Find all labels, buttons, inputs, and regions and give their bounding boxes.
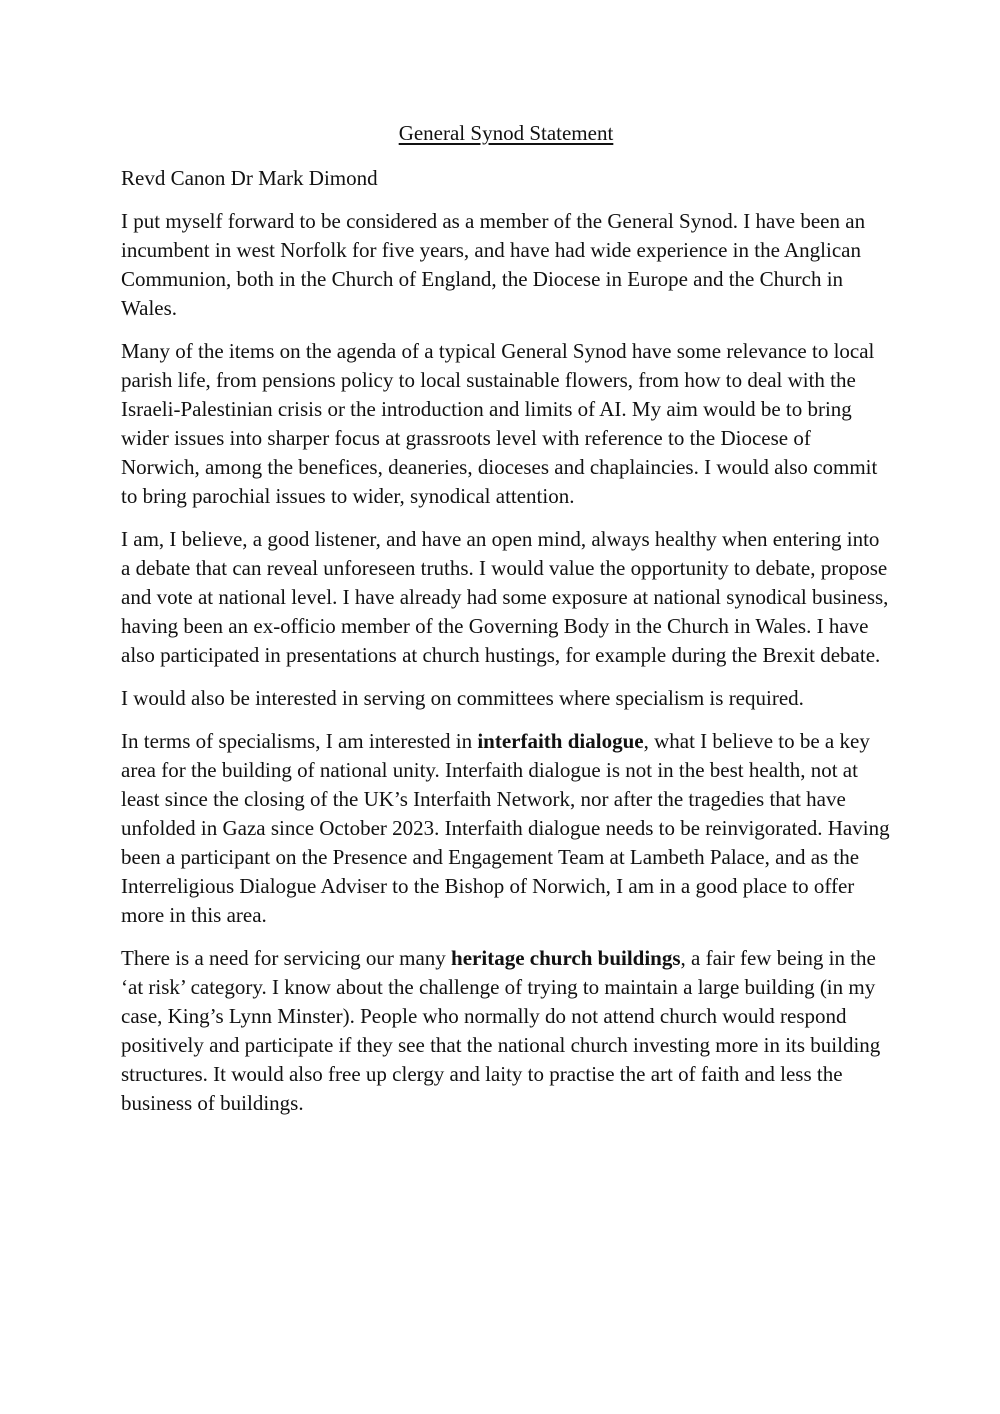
author-name: Revd Canon Dr Mark Dimond: [121, 166, 378, 190]
paragraph-heritage-lead: There is a need for servicing our many: [121, 946, 452, 970]
document-page: [121, 119, 891, 1132]
paragraph-interfaith-rest: , what I believe to be a key area for the building of national unity. Interfaith dialogue is not in the best health, not at least since the closing of the UK’s Interfaith Network, nor after the tragedies that have unfolded in Gaza since October 2023. Interfaith dialogue needs to be reinvigorated. Having been a participant on the Presence and Engagement Team at Lambeth Palace, and as the Interreligious Dialogue Adviser to the Bishop of Norwich, I am in a good place to offer more in this area.: [121, 729, 890, 927]
paragraph-committees: I would also be interested in serving on committees where specialism is required.: [121, 686, 804, 710]
paragraph-heritage: [121, 944, 891, 1118]
heritage-buildings-emphasis: heritage church buildings: [451, 946, 681, 970]
paragraph-introduction: I put myself forward to be considered as a member of the General Synod. I have been an incumbent in west Norfolk for five years, and have had wide experience in the Anglican Communion, both in the Church of England, the Diocese in Europe and the Church in Wales.: [121, 209, 866, 320]
paragraph-interfaith: [121, 727, 891, 930]
document-title-text: General Synod Statement: [398, 121, 614, 145]
document-title: [121, 119, 891, 148]
paragraph-agenda: Many of the items on the agenda of a typical General Synod have some relevance to local parish life, from pensions policy to local sustainable flowers, from how to deal with the Israeli-Palestinian crisis or the introduction and limits of AI. My aim would be to bring wider issues into sharper focus at grassroots level with reference to the Diocese of Norwich, among the benefices, deaneries, dioceses and chaplaincies. I would also commit to bring parochial issues to wider, synodical attention.: [121, 339, 878, 508]
paragraph-listener: I am, I believe, a good listener, and have an open mind, always healthy when entering into a debate that can reveal unforeseen truths. I would value the opportunity to debate, propose and vote at national level. I have already had some exposure at national synodical business, having been an ex-officio member of the Governing Body in the Church in Wales. I have also participated in presentations at church hustings, for example during the Brexit debate.: [121, 527, 889, 667]
interfaith-dialogue-emphasis: interfaith dialogue: [477, 729, 644, 753]
paragraph-interfaith-lead: In terms of specialisms, I am interested in: [121, 729, 478, 753]
paragraph-heritage-rest: , a fair few being in the ‘at risk’ category. I know about the challenge of trying to maintain a large building (in my case, King’s Lynn Minster). People who normally do not attend church would respond positively and participate if they see that the national church investing more in its building structures. It would also free up clergy and laity to practise the art of faith and less the business of buildings.: [121, 946, 881, 1115]
